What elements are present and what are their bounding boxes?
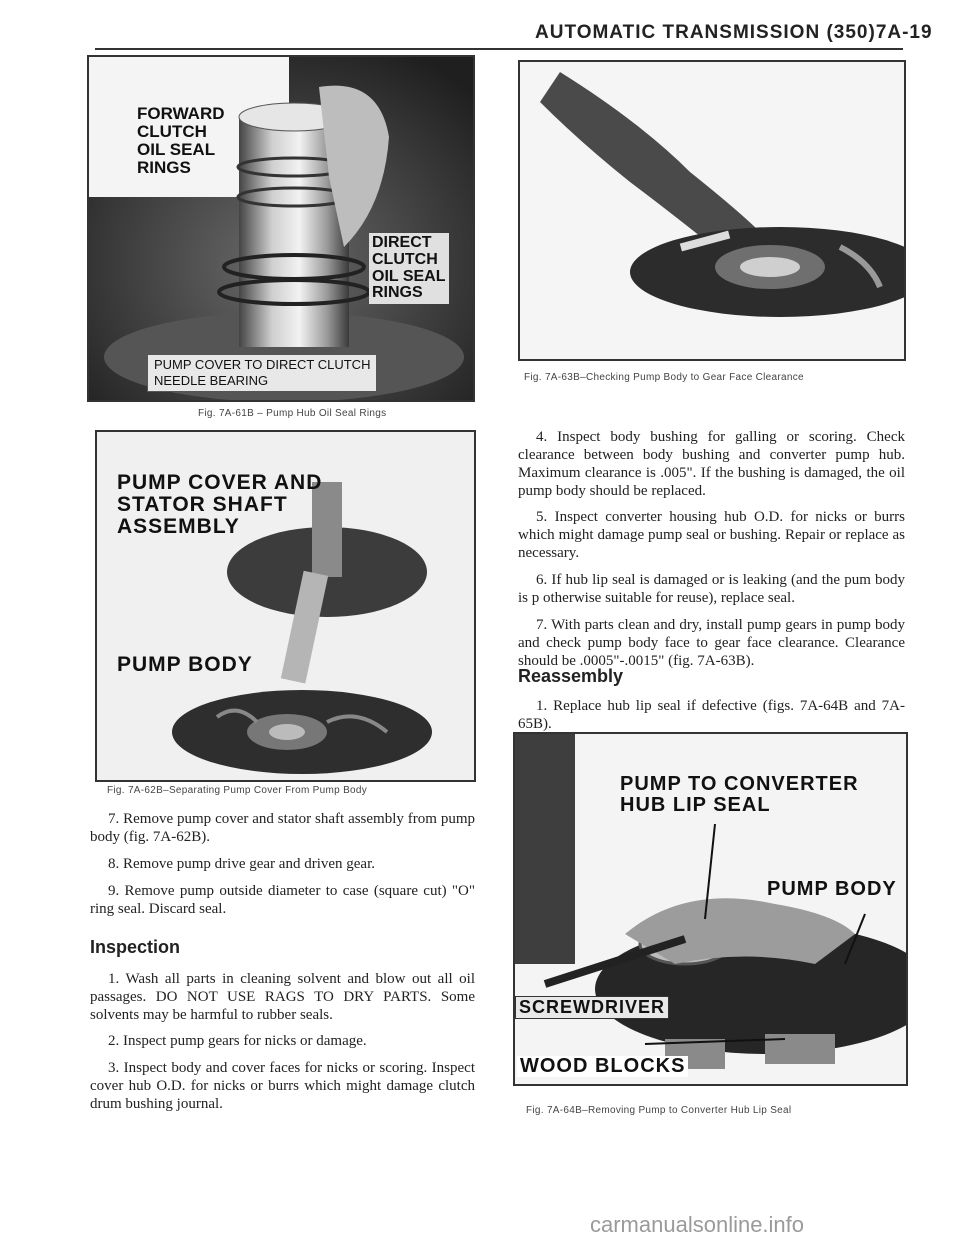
heading-reassembly: Reassembly bbox=[518, 666, 624, 686]
page-header: AUTOMATIC TRANSMISSION (350)7A-19 bbox=[535, 22, 933, 43]
step-8-remove-gears: 8. Remove pump drive gear and driven gear. bbox=[108, 856, 375, 872]
label-pump-to-converter-hub-lip-seal: PUMP TO CONVERTER HUB LIP SEAL bbox=[620, 773, 859, 816]
heading-inspection: Inspection bbox=[90, 937, 181, 957]
figure-checking-gear-face-clearance bbox=[518, 60, 906, 361]
inspection-step-5: 5. Inspect converter housing hub O.D. for nicks or burrs which might damage pump seal or bushing. Repair or replace as necessary. bbox=[518, 509, 905, 561]
label-pump-cover-and-stator-shaft-assembly: PUMP COVER AND STATOR SHAFT ASSEMBLY bbox=[117, 471, 323, 539]
figure-pump-hub-oil-seal-rings bbox=[87, 55, 475, 402]
label-wood-blocks: WOOD BLOCKS bbox=[517, 1056, 688, 1077]
caption-fig-7a-62b: Fig. 7A-62B–Separating Pump Cover From Pump Body bbox=[107, 785, 368, 796]
header-rule bbox=[95, 48, 903, 50]
inspection-step-6: 6. If hub lip seal is damaged or is leaking (and the pum body is p otherwise suitable for reuse), replace seal. bbox=[518, 572, 905, 606]
caption-fig-7a-61b: Fig. 7A-61B – Pump Hub Oil Seal Rings bbox=[198, 408, 387, 419]
inspection-step-1: 1. Wash all parts in cleaning solvent and blow out all oil passages. DO NOT USE RAGS TO DRY PARTS. Some solvents may be harmful to rubber seals. bbox=[90, 971, 475, 1023]
label-screwdriver: SCREWDRIVER bbox=[515, 996, 669, 1019]
label-pump-body: PUMP BODY bbox=[117, 653, 253, 676]
inspection-step-3: 3. Inspect body and cover faces for nicks or scoring. Inspect cover hub O.D. for nicks or burrs which might damage clutch drum bushing journal. bbox=[90, 1060, 475, 1112]
label-pump-body-64b: PUMP BODY bbox=[767, 878, 897, 900]
inspection-step-2: 2. Inspect pump gears for nicks or damage. bbox=[108, 1033, 367, 1049]
photo-gear-clearance bbox=[520, 62, 904, 359]
figure-separating-pump-cover bbox=[95, 430, 476, 782]
watermark: carmanualsonline.info bbox=[590, 1212, 805, 1237]
label-pump-cover-needle-bearing: PUMP COVER TO DIRECT CLUTCH NEEDLE BEARING bbox=[147, 354, 377, 392]
step-7-remove-pump-cover: 7. Remove pump cover and stator shaft assembly from pump body (fig. 7A-62B). bbox=[90, 811, 475, 845]
label-forward-clutch-oil-seal-rings: FORWARD CLUTCH OIL SEAL RINGS bbox=[137, 104, 225, 177]
inspection-step-4: 4. Inspect body bushing for galling or scoring. Check clearance between body bushing and converter pump hub. Maximum clearance is .005". If the bushing is damaged, the oil pump body should be replaced. bbox=[518, 429, 905, 499]
step-9-remove-o-ring: 9. Remove pump outside diameter to case (square cut) "O" ring seal. Discard seal. bbox=[90, 883, 475, 917]
caption-fig-7a-63b: Fig. 7A-63B–Checking Pump Body to Gear Face Clearance bbox=[524, 372, 804, 383]
figure-removing-hub-lip-seal bbox=[513, 732, 908, 1086]
label-direct-clutch-oil-seal-rings: DIRECT CLUTCH OIL SEAL RINGS bbox=[369, 233, 449, 304]
inspection-step-7: 7. With parts clean and dry, install pump gears in pump body and check pump body face to gear face clearance. Clearance should be .0005"-.0015" (fig. 7A-63B). bbox=[518, 617, 905, 669]
caption-fig-7a-64b: Fig. 7A-64B–Removing Pump to Converter Hub Lip Seal bbox=[526, 1105, 792, 1116]
reassembly-step-1: 1. Replace hub lip seal if defective (figs. 7A-64B and 7A-65B). bbox=[518, 698, 905, 732]
